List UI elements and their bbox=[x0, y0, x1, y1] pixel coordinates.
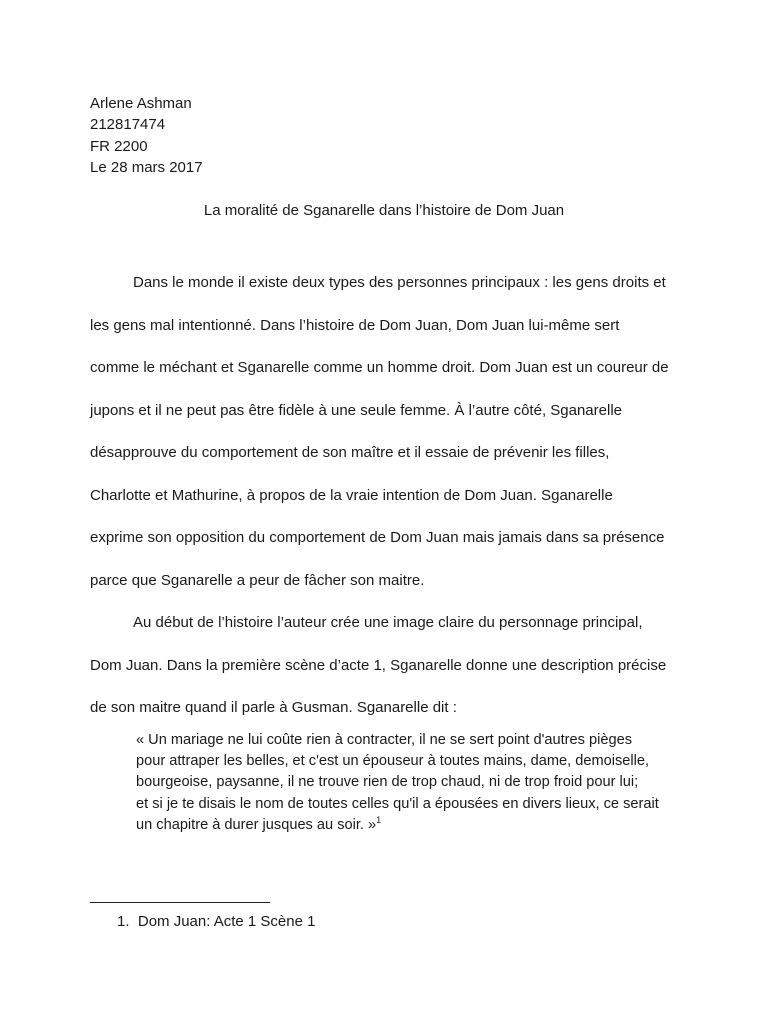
paragraph-line: jupons et il ne peut pas être fidèle à une seule femme. À l’autre côté, Sganarelle bbox=[90, 401, 622, 419]
paragraph-line: exprime son opposition du comportement de Dom Juan mais jamais dans sa présence bbox=[90, 529, 665, 546]
paragraph-line: Charlotte et Mathurine, à propos de la vraie intention de Dom Juan. Sganarelle bbox=[90, 486, 613, 504]
paragraph-1 bbox=[90, 262, 690, 602]
paragraph-line: Au début de l’histoire l’auteur crée une image claire du personnage principal, bbox=[133, 614, 643, 631]
paragraph-line: parce que Sganarelle a peur de fâcher son maitre. bbox=[90, 571, 425, 589]
author-name: Arlene Ashman bbox=[90, 95, 192, 112]
paragraph-line: comme le méchant et Sganarelle comme un homme droit. Dom Juan est un coureur de bbox=[90, 359, 669, 376]
paragraph-line: désapprouve du comportement de son maître et il essaie de prévenir les filles, bbox=[90, 444, 610, 461]
quote-line: bourgeoise, paysanne, il ne trouve rien de trop chaud, ni de trop froid pour lui; bbox=[136, 774, 639, 791]
quote-line: pour attraper les belles, et c'est un épouseur à toutes mains, dame, demoiselle, bbox=[136, 753, 650, 770]
paragraph-line: Dans le monde il existe deux types des personnes principaux : les gens droits et bbox=[133, 274, 666, 291]
paragraph-line: les gens mal intentionné. Dans l’histoire de Dom Juan, Dom Juan lui-même sert bbox=[90, 316, 620, 334]
footnote-divider bbox=[90, 902, 270, 903]
footnote-number: 1. bbox=[117, 913, 130, 930]
quote-line-text: un chapitre à durer jusques au soir. » bbox=[136, 816, 377, 833]
quote-line: et si je te disais le nom de toutes celles qu'il a épousées en divers lieux, ce serait bbox=[136, 795, 659, 812]
essay-body bbox=[90, 262, 690, 730]
author-header bbox=[90, 93, 203, 178]
document-date: Le 28 mars 2017 bbox=[90, 158, 203, 176]
paragraph-line: de son maitre quand il parle à Gusman. Sganarelle dit : bbox=[90, 699, 457, 716]
quote-line: « Un mariage ne lui coûte rien à contracter, il ne se sert point d'autres pièges bbox=[136, 732, 633, 748]
paragraph-2 bbox=[90, 602, 690, 730]
student-id: 212817474 bbox=[90, 116, 166, 134]
footnote-reference[interactable]: 1 bbox=[376, 814, 382, 825]
block-quote bbox=[136, 730, 696, 836]
footnote bbox=[117, 911, 315, 932]
course-code: FR 2200 bbox=[90, 137, 148, 155]
paragraph-line: Dom Juan. Dans la première scène d’acte 1, Sganarelle donne une description précise bbox=[90, 656, 667, 674]
quote-line-last bbox=[136, 815, 696, 836]
essay-title: La moralité de Sganarelle dans l’histoire de Dom Juan bbox=[203, 202, 565, 219]
footnote-text: Dom Juan: Acte 1 Scène 1 bbox=[137, 913, 316, 930]
